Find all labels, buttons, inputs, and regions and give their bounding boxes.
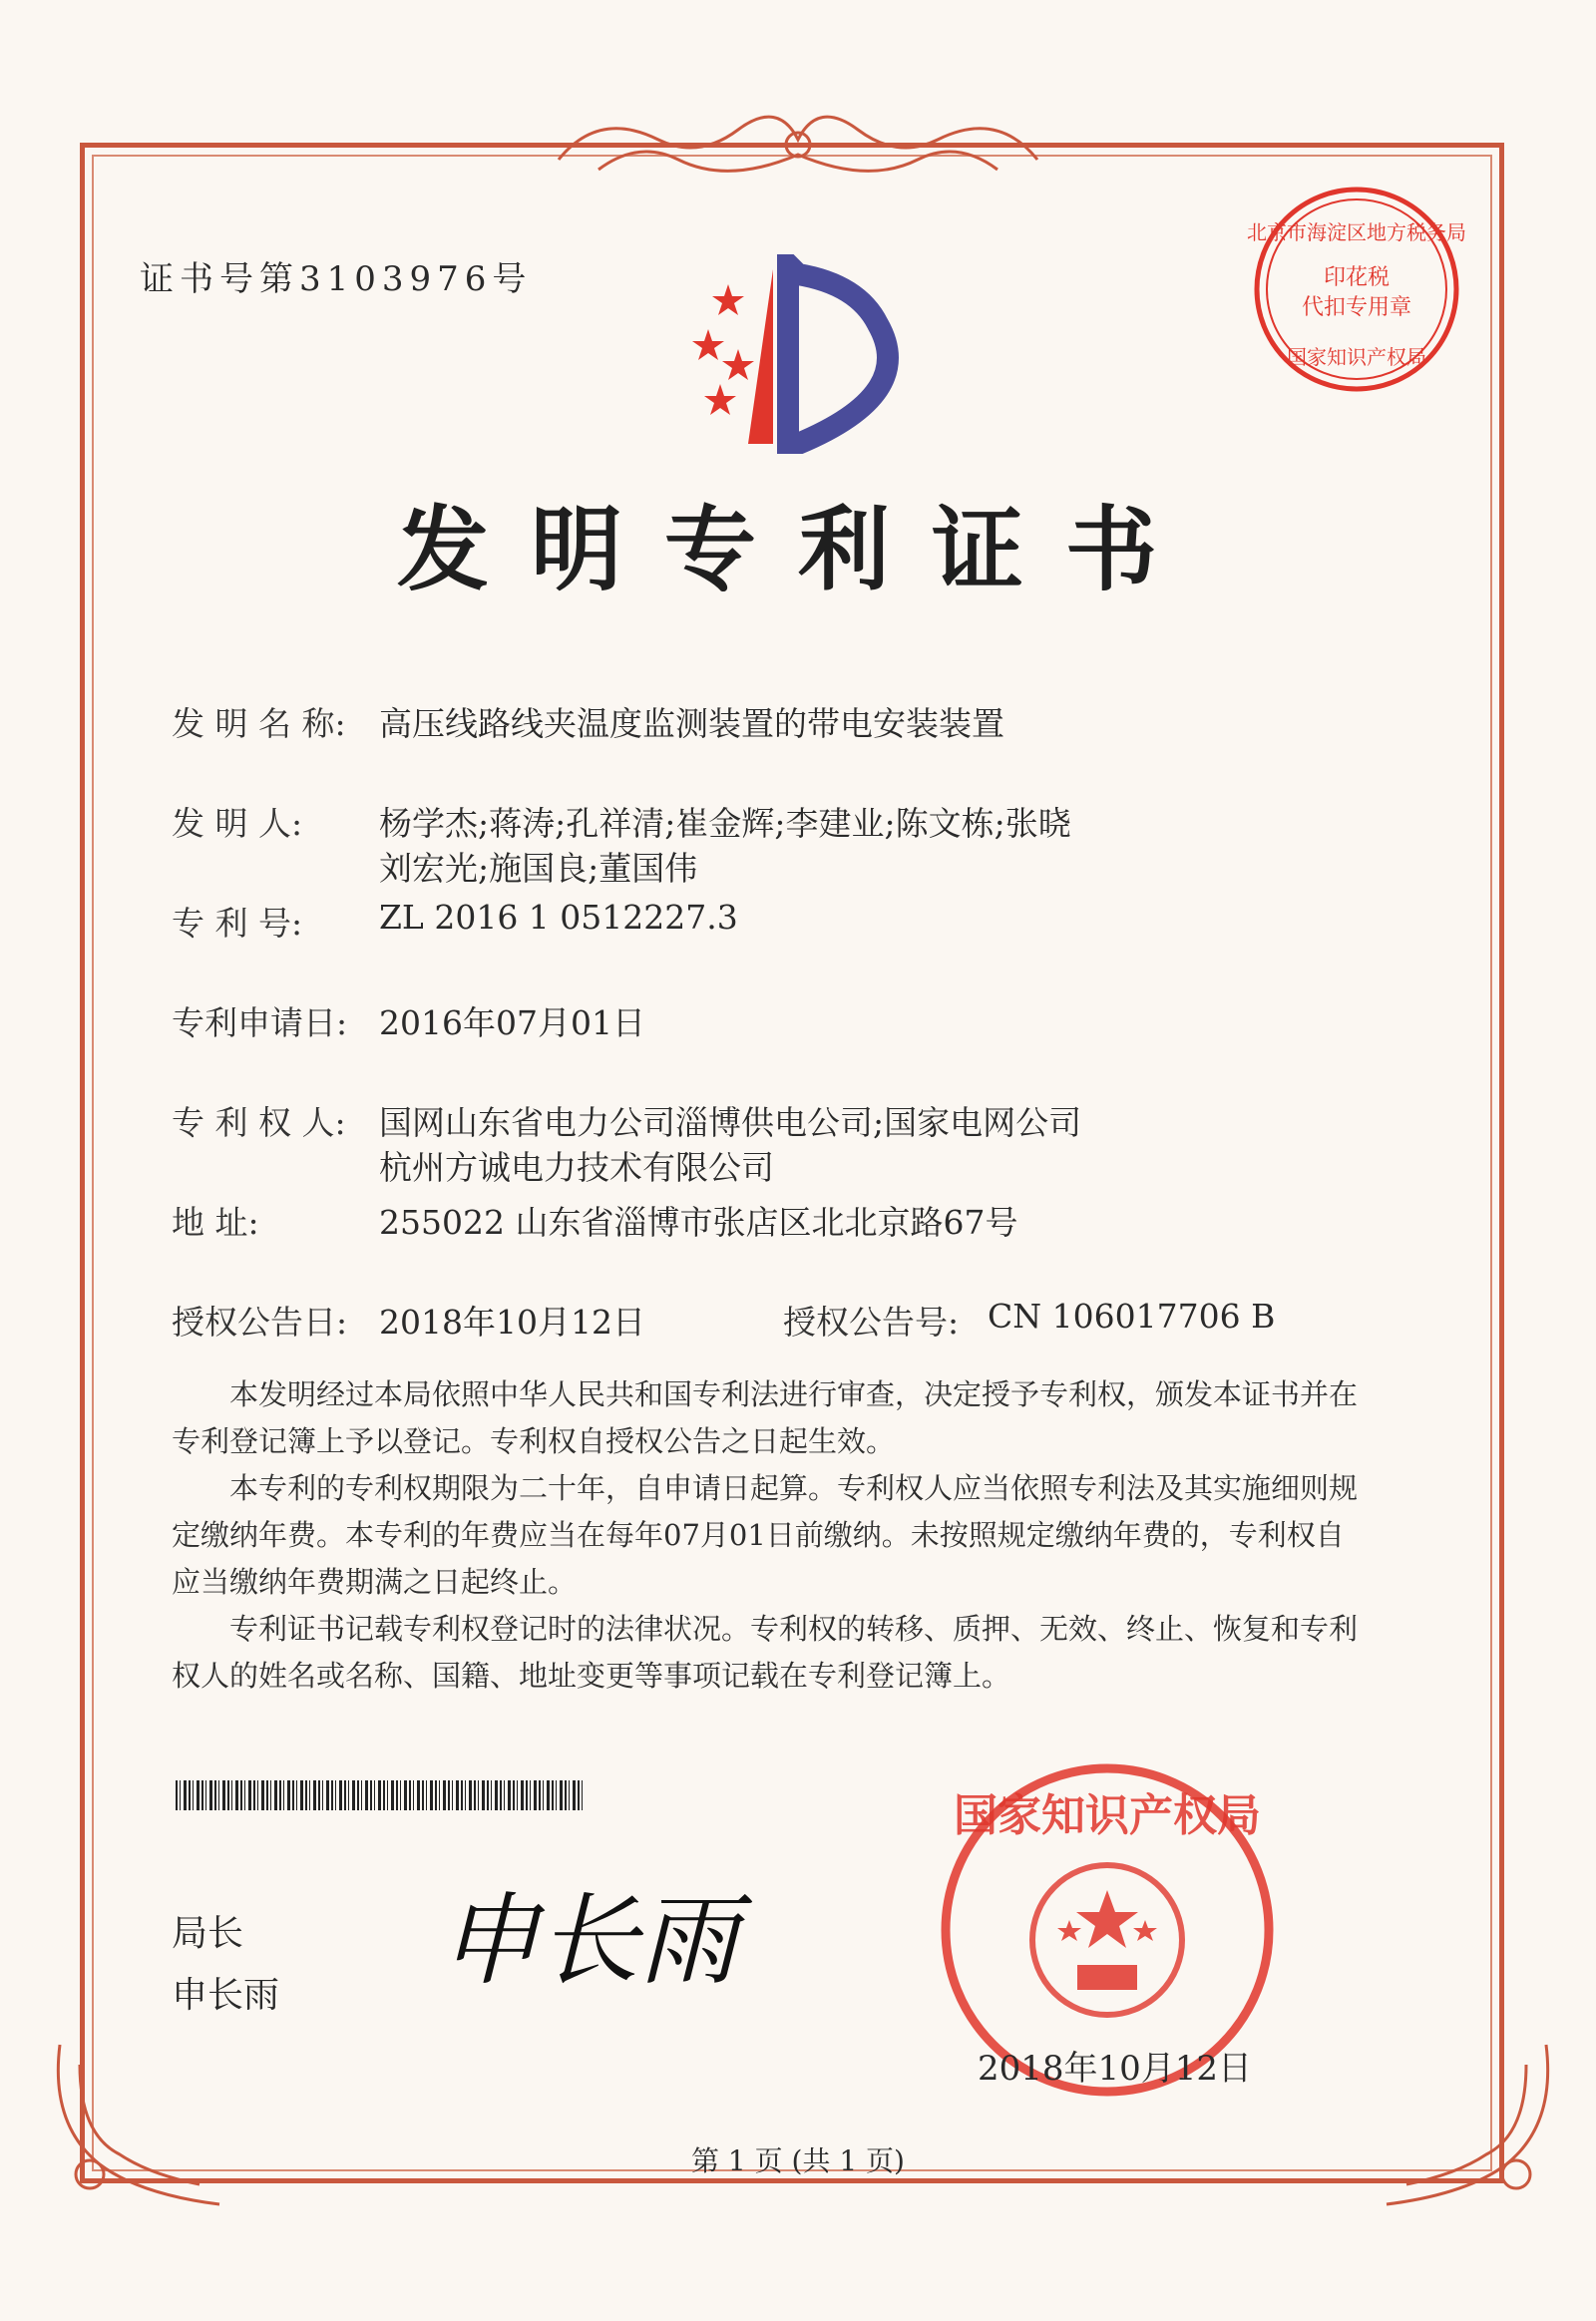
paragraph-1: 本发明经过本局依照中华人民共和国专利法进行审查，决定授予专利权，颁发本证书并在专利登记簿上予以登记。专利权自授权公告之日起生效。 <box>172 1377 1359 1458</box>
issue-date: 2018年10月12日 <box>978 2049 1253 2089</box>
invention-name-value: 高压线路线夹温度监测装置的带电安装装置 <box>379 704 1004 743</box>
patentee-value-line1: 国网山东省电力公司淄博供电公司;国家电网公司 <box>379 1103 1082 1142</box>
inventors-value-line1: 杨学杰;蒋涛;孔祥清;崔金辉;李建业;陈文栋;张晓 <box>379 804 1071 843</box>
patent-office-logo <box>668 254 918 454</box>
paragraph-3: 专利证书记载专利权登记时的法律状况。专利权的转移、质押、无效、终止、恢复和专利权人的姓名或名称、国籍、地址变更等事项记载在专利登记簿上。 <box>172 1612 1359 1693</box>
application-date-label: 专利申请日: <box>172 1003 348 1042</box>
page-title: 发明专利证书 <box>396 496 1199 603</box>
patent-number-value: ZL 2016 1 0512227.3 <box>379 898 738 937</box>
director-name: 申长雨 <box>172 1975 280 2016</box>
tax-stamp-bottom: 国家知识产权局 <box>1287 345 1426 369</box>
tax-stamp-inner1: 印花税 <box>1323 265 1391 290</box>
patentee-value-line2: 杭州方诚电力技术有限公司 <box>379 1148 774 1187</box>
inventors-value-line2: 刘宏光;施国良;董国伟 <box>379 849 698 888</box>
application-date-value: 2016年07月01日 <box>379 1003 645 1042</box>
director-title: 局长 <box>172 1913 244 1954</box>
grant-date-value: 2018年10月12日 <box>379 1303 645 1342</box>
address-label: 地 址: <box>172 1203 259 1242</box>
certificate-number: 证书号第3103976号 <box>140 259 533 299</box>
address-value: 255022 山东省淄博市张店区北北京路67号 <box>379 1203 1018 1242</box>
grant-number-label: 授权公告号: <box>783 1303 960 1342</box>
grant-date-label: 授权公告日: <box>172 1303 348 1342</box>
bottom-right-ornament <box>1367 2025 1566 2224</box>
page-number: 第 1 页 (共 1 页) <box>691 2144 905 2177</box>
inventors-label: 发 明 人: <box>172 804 303 843</box>
signature-text: 申长雨 <box>439 1882 738 1999</box>
director-signature <box>429 1870 808 2000</box>
seal-text: 国家知识产权局 <box>954 1790 1261 1841</box>
paragraph-2: 本专利的专利权期限为二十年，自申请日起算。专利权人应当依照专利法及其实施细则规定缴纳年费。本专利的年费应当在每年07月01日前缴纳。未按照规定缴纳年费的，专利权自应当缴纳年费期满之日起终止。 <box>172 1471 1359 1599</box>
patent-number-label: 专 利 号: <box>172 904 303 943</box>
patentee-label: 专 利 权 人: <box>172 1103 346 1142</box>
grant-number-value: CN 106017706 B <box>988 1297 1276 1336</box>
bottom-left-ornament <box>40 2025 239 2224</box>
top-ornament <box>539 100 1057 190</box>
tax-stamp-inner2: 代扣专用章 <box>1301 295 1412 320</box>
barcode <box>176 1780 585 1810</box>
legal-paragraphs <box>172 1371 1369 1700</box>
invention-name-label: 发 明 名 称: <box>172 704 346 743</box>
tax-stamp <box>1247 180 1466 399</box>
tax-stamp-outer: 北京市海淀区地方税务局 <box>1247 220 1466 244</box>
border-frame-inner <box>92 155 1492 2171</box>
